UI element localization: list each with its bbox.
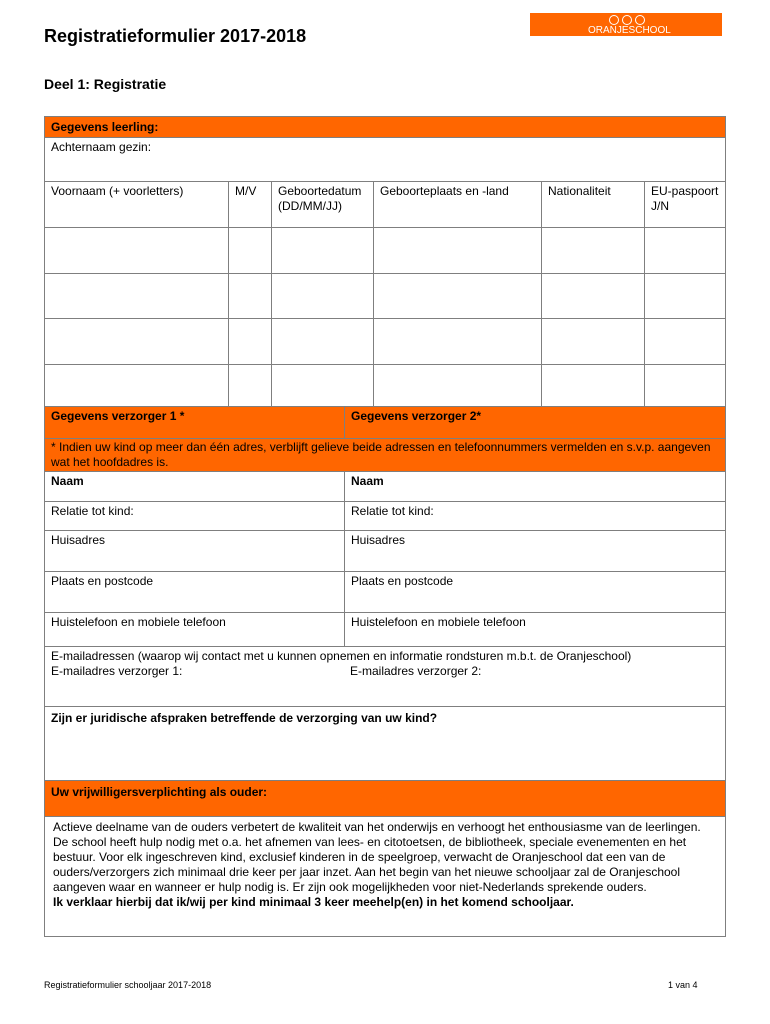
huisadres-label-1: Huisadres — [51, 533, 106, 547]
logo-text: ORANJESCHOOL — [588, 25, 671, 36]
input-cell[interactable] — [45, 274, 229, 319]
huisadres-field-2[interactable] — [345, 531, 726, 572]
table-row — [45, 365, 726, 410]
col-geboorteplaats: Geboorteplaats en -land — [374, 182, 542, 228]
page-title: Registratieformulier 2017-2018 — [44, 26, 307, 46]
verzorger2-header: Gegevens verzorger 2* — [345, 407, 726, 439]
telefoon-label-2: Huistelefoon en mobiele telefoon — [351, 615, 526, 629]
naam-label-1: Naam — [51, 474, 84, 488]
input-cell[interactable] — [229, 365, 272, 410]
leerling-table — [44, 116, 726, 410]
juridisch-question: Zijn er juridische afspraken betreffende de verzorging van uw kind? — [51, 711, 438, 725]
input-cell[interactable] — [542, 319, 645, 365]
input-cell[interactable] — [374, 274, 542, 319]
input-cell[interactable] — [272, 228, 374, 274]
email-field-2[interactable] — [344, 664, 487, 679]
input-cell[interactable] — [272, 365, 374, 410]
huisadres-field-1[interactable] — [45, 531, 345, 572]
plaats-label-1: Plaats en postcode — [51, 574, 154, 588]
table-row — [45, 274, 726, 319]
table-row — [45, 228, 726, 274]
plaats-field-1[interactable] — [45, 572, 345, 613]
naam-label-2: Naam — [351, 474, 384, 488]
naam-field-1[interactable] — [45, 472, 345, 502]
col-nationaliteit: Nationaliteit — [542, 182, 645, 228]
vrijwilligers-body — [45, 817, 726, 937]
email-section — [45, 647, 726, 707]
email-intro: E-mailadressen (waarop wij contact met u kunnen opnemen en informatie rondsturen m.b.t. de Oranjeschool) — [51, 649, 632, 663]
plaats-field-2[interactable] — [345, 572, 726, 613]
email-label-2: E-mailadres verzorger 2: — [350, 664, 482, 678]
footer-title: Registratieformulier schooljaar 2017-2018 — [44, 980, 212, 990]
vrijwilligers-text: Actieve deelname van de ouders verbetert de kwaliteit van het onderwijs en verhoogt het enthousiasme van de leerlingen. De school heeft hulp nodig met o.a. het afnemen van lees- en citotoetsen, de bibliotheek, speciale evenementen en het bestuur. Voor elk ingeschreven kind, exclusief kinderen in de speelgroep, verwacht de Oranjeschool dat een van de ouders/verzorgers zich minimaal drie keer per jaar inzet. Aan het begin van het nieuwe schooljaar zal de Oranjeschool aangeven waar en wanneer er hulp nodig is. Er zijn ook mogelijkheden voor niet-Nederlands sprekende ouders. — [53, 820, 701, 894]
input-cell[interactable] — [374, 319, 542, 365]
input-cell[interactable] — [272, 319, 374, 365]
relatie-label-2: Relatie tot kind: — [351, 504, 434, 518]
col-eu-paspoort: EU-paspoort J/N — [645, 182, 726, 228]
telefoon-field-2[interactable] — [345, 613, 726, 647]
telefoon-field-1[interactable] — [45, 613, 345, 647]
input-cell[interactable] — [645, 228, 726, 274]
table-row — [45, 319, 726, 365]
leerling-header: Gegevens leerling: — [45, 117, 726, 138]
input-cell[interactable] — [229, 228, 272, 274]
input-cell[interactable] — [374, 365, 542, 410]
col-voornaam: Voornaam (+ voorletters) — [45, 182, 229, 228]
vrijwilligers-header: Uw vrijwilligersverplichting als ouder: — [45, 781, 726, 817]
relatie-field-1[interactable] — [45, 502, 345, 531]
col-geboortedatum: Geboortedatum (DD/MM/JJ) — [272, 182, 374, 228]
achternaam-label: Achternaam gezin: — [51, 140, 152, 154]
hoofdadres-note: * Indien uw kind op meer dan één adres, verblijft gelieve beide adressen en telefoonnummers vermelden en s.v.p. aangeven wat het hoofdadres is. — [45, 439, 726, 472]
plaats-label-2: Plaats en postcode — [351, 574, 454, 588]
verzorger1-header: Gegevens verzorger 1 * — [45, 407, 345, 439]
email-field-1[interactable] — [45, 664, 344, 679]
vrijwilligers-declaration: Ik verklaar hierbij dat ik/wij per kind minimaal 3 keer meehelp(en) in het komend schooljaar. — [53, 895, 574, 909]
juridisch-field[interactable] — [45, 707, 726, 781]
oranjeschool-logo — [530, 13, 722, 36]
relatie-label-1: Relatie tot kind: — [51, 504, 134, 518]
input-cell[interactable] — [645, 319, 726, 365]
input-cell[interactable] — [645, 274, 726, 319]
huisadres-label-2: Huisadres — [351, 533, 406, 547]
input-cell[interactable] — [45, 319, 229, 365]
input-cell[interactable] — [374, 228, 542, 274]
input-cell[interactable] — [542, 228, 645, 274]
input-cell[interactable] — [45, 365, 229, 410]
email-label-1: E-mailadres verzorger 1: — [51, 664, 183, 678]
telefoon-label-1: Huistelefoon en mobiele telefoon — [51, 615, 226, 629]
relatie-field-2[interactable] — [345, 502, 726, 531]
input-cell[interactable] — [542, 365, 645, 410]
verzorgers-table — [44, 406, 726, 937]
input-cell[interactable] — [45, 228, 229, 274]
input-cell[interactable] — [272, 274, 374, 319]
achternaam-field[interactable] — [45, 138, 726, 182]
naam-field-2[interactable] — [345, 472, 726, 502]
section-title: Deel 1: Registratie — [44, 76, 167, 92]
input-cell[interactable] — [229, 319, 272, 365]
input-cell[interactable] — [645, 365, 726, 410]
input-cell[interactable] — [229, 274, 272, 319]
page-number: 1 van 4 — [668, 980, 698, 990]
input-cell[interactable] — [542, 274, 645, 319]
col-geslacht: M/V — [229, 182, 272, 228]
